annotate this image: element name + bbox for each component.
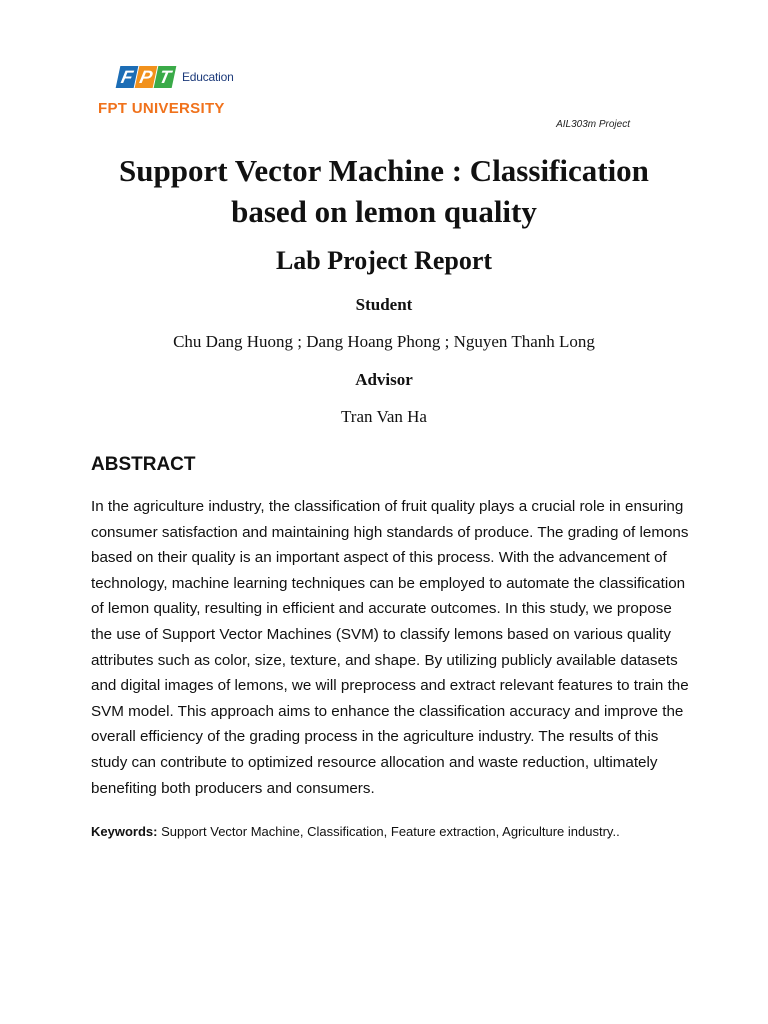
logo-letter-f: F [116, 66, 139, 88]
logo-letter-p: P [135, 66, 158, 88]
fpt-logo-mark [118, 66, 175, 88]
fpt-university-logo [98, 62, 248, 122]
student-label: Student [355, 295, 413, 314]
logo-letter-t: T [154, 66, 177, 88]
title-line-2: based on lemon quality [231, 194, 537, 229]
logo-education-text: Education [182, 70, 234, 84]
report-subtitle: Lab Project Report [275, 246, 493, 275]
keywords-line [91, 821, 691, 842]
title-block [60, 150, 708, 428]
abstract-body: In the agriculture industry, the classification of fruit quality plays a crucial role in ensuring consumer satisfaction and maintaining high standards of produce. The grading of lemons based on their quality is an important aspect of this process. With the advancement of technology, machine learning techniques can be employed to automate the classification of lemon quality, resulting in efficient and accurate outcomes. In this study, we propose the use of Support Vector Machines (SVM) to classify lemons based on various quality attributes such as color, size, texture, and shape. By utilizing publicly available datasets and digital images of lemons, we will preprocess and extract relevant features to train the SVM model. This approach aims to enhance the classification accuracy and improve the overall efficiency of the grading process in the agriculture industry. The results of this study can contribute to optimized resource allocation and waste reduction, ultimately benefiting both producers and consumers. [91, 498, 689, 797]
logo-university-text: FPT UNIVERSITY [98, 100, 225, 117]
title-line-1: Support Vector Machine : Classification [119, 153, 649, 188]
document-title [60, 150, 708, 232]
logo-top-row [118, 62, 234, 92]
student-names: Chu Dang Huong ; Dang Hoang Phong ; Nguyen Thanh Long [173, 332, 595, 351]
keywords-label: Keywords: [91, 824, 158, 840]
advisor-name: Tran Van Ha [341, 407, 427, 426]
abstract-heading: ABSTRACT [91, 454, 196, 475]
advisor-label: Advisor [355, 370, 413, 389]
abstract-section [91, 453, 691, 842]
keywords-text: Support Vector Machine, Classification, Feature extraction, Agriculture industry.. [161, 824, 620, 840]
project-tag: AIL303m Project [556, 119, 630, 130]
